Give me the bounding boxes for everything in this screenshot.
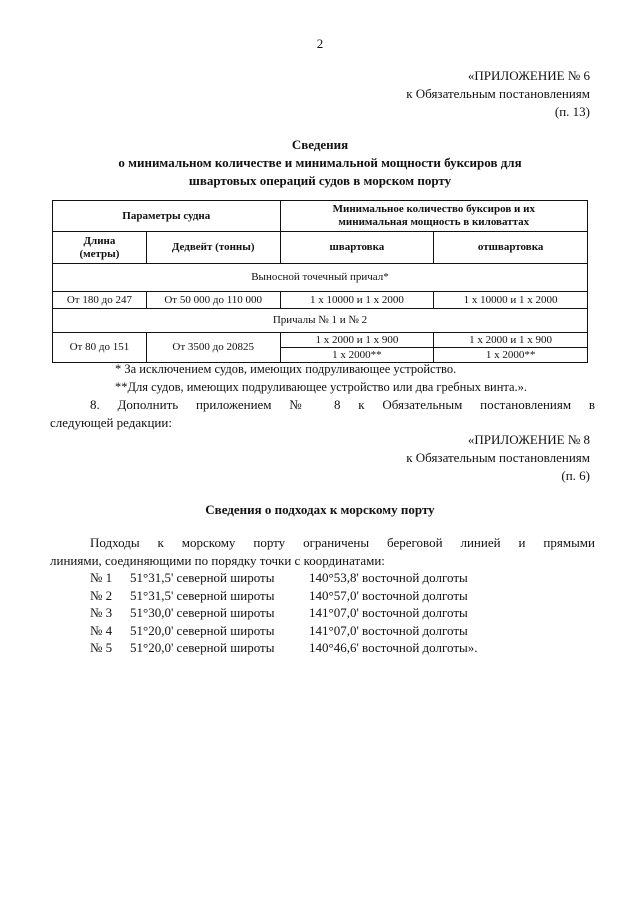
item8-line1: 8. Дополнить приложением № 8 к Обязательным постановлениям в xyxy=(90,397,595,412)
col-length xyxy=(53,232,147,264)
group1-unmooring: 1 x 10000 и 1 x 2000 xyxy=(434,292,588,309)
group1-length: От 180 до 247 xyxy=(53,292,147,309)
header-min-tugs xyxy=(280,201,587,232)
appendix6-title: «ПРИЛОЖЕНИЕ № 6 xyxy=(467,68,590,83)
point-latitude: 51°20,0' северной широты xyxy=(130,640,275,655)
section1-title-line3: швартовых операций судов в морском порту xyxy=(188,173,452,188)
header-vessel-params: Параметры судна xyxy=(53,201,281,232)
section2-intro-line1: Подходы к морскому порту ограничены береговой линией и прямыми xyxy=(90,535,595,550)
point-longitude: 141°07,0' восточной долготы xyxy=(309,623,468,638)
group2-unmooring-b: 1 x 2000** xyxy=(434,348,588,363)
point-number: № 2 xyxy=(90,588,113,603)
point-latitude: 51°30,0' северной широты xyxy=(130,605,275,620)
appendix6-clause: (п. 13) xyxy=(554,104,590,119)
footnote-1: * За исключением судов, имеющих подруливающее устройство. xyxy=(115,362,457,376)
point-number: № 1 xyxy=(90,570,113,585)
group1-mooring: 1 x 10000 и 1 x 2000 xyxy=(280,292,434,309)
header-min-tugs-line1: Минимальное количество буксиров и их xyxy=(332,203,535,215)
col-deadweight: Дедвейт (тонны) xyxy=(146,232,280,264)
point-number: № 3 xyxy=(90,605,113,620)
section1-title-line2: о минимальном количестве и минимальной мощности буксиров для xyxy=(118,155,522,170)
appendix8-clause: (п. 6) xyxy=(561,468,590,483)
page-number: 2 xyxy=(316,36,324,51)
col-unmooring: отшвартовка xyxy=(434,232,588,264)
group-single-point-mooring: Выносной точечный причал* xyxy=(53,264,588,292)
point-number: № 5 xyxy=(90,640,113,655)
section2-intro-line2: линиями, соединяющими по порядку точки с координатами: xyxy=(50,553,385,568)
col-mooring: швартовка xyxy=(280,232,434,264)
section2-title: Сведения о подходах к морскому порту xyxy=(205,502,435,517)
group2-unmooring-a: 1 x 2000 и 1 x 900 xyxy=(434,333,588,348)
tug-requirements-table xyxy=(52,200,588,363)
appendix8-title: «ПРИЛОЖЕНИЕ № 8 xyxy=(467,432,590,447)
point-longitude: 140°57,0' восточной долготы xyxy=(309,588,468,603)
point-latitude: 51°31,5' северной широты xyxy=(130,588,275,603)
appendix8-subtitle: к Обязательным постановлениям xyxy=(406,450,590,465)
group1-deadweight: От 50 000 до 110 000 xyxy=(146,292,280,309)
point-longitude: 140°53,8' восточной долготы xyxy=(309,570,468,585)
header-min-tugs-line2: минимальная мощность в киловаттах xyxy=(338,216,530,228)
group2-length: От 80 до 151 xyxy=(53,333,147,363)
point-number: № 4 xyxy=(90,623,113,638)
point-longitude: 140°46,6' восточной долготы». xyxy=(309,640,478,655)
col-length-line1: Длина xyxy=(83,234,116,247)
col-length-line2: (метры) xyxy=(79,247,120,260)
point-longitude: 141°07,0' восточной долготы xyxy=(309,605,468,620)
footnote-2: **Для судов, имеющих подруливающее устройство или два гребных винта.». xyxy=(115,380,528,394)
group2-mooring-a: 1 x 2000 и 1 x 900 xyxy=(280,333,434,348)
group2-mooring-b: 1 x 2000** xyxy=(280,348,434,363)
section1-title-line1: Сведения xyxy=(291,137,349,152)
group-berths-1-2: Причалы № 1 и № 2 xyxy=(53,309,588,333)
group2-deadweight: От 3500 до 20825 xyxy=(146,333,280,363)
point-latitude: 51°31,5' северной широты xyxy=(130,570,275,585)
appendix6-subtitle: к Обязательным постановлениям xyxy=(406,86,590,101)
point-latitude: 51°20,0' северной широты xyxy=(130,623,275,638)
item8-line2: следующей редакции: xyxy=(50,415,172,430)
